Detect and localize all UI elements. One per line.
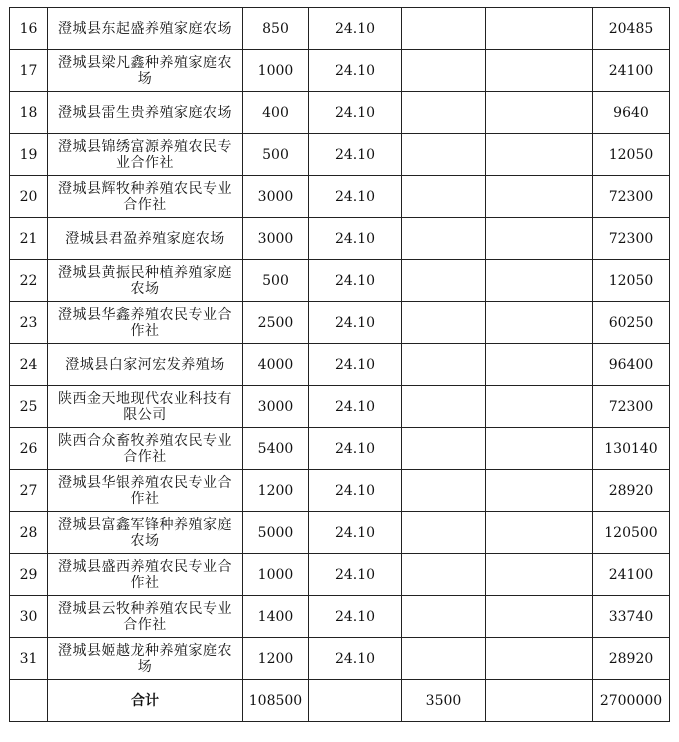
row-number-cell: 26: [10, 428, 48, 470]
amount-cell: 24100: [593, 50, 670, 92]
row-number-cell: 24: [10, 344, 48, 386]
column-5-cell: [402, 260, 486, 302]
column-5-cell: [402, 554, 486, 596]
quantity-cell: 1200: [243, 470, 309, 512]
row-number-cell: 22: [10, 260, 48, 302]
unit-price-cell: 24.10: [309, 386, 402, 428]
quantity-cell: 5400: [243, 428, 309, 470]
unit-price-cell: 24.10: [309, 554, 402, 596]
amount-cell: 60250: [593, 302, 670, 344]
table-row: [10, 470, 670, 512]
column-6-cell: [486, 638, 593, 680]
column-6-cell: [486, 428, 593, 470]
row-number-cell: 17: [10, 50, 48, 92]
row-number-cell: 21: [10, 218, 48, 260]
farm-name-cell: 澄城县君盈养殖家庭农场: [48, 218, 243, 260]
unit-price-cell: 24.10: [309, 470, 402, 512]
farm-name-cell: 陕西合众畜牧养殖农民专业合作社: [48, 428, 243, 470]
quantity-cell: 3000: [243, 386, 309, 428]
amount-cell: 20485: [593, 8, 670, 50]
row-number-cell: 31: [10, 638, 48, 680]
table-row: [10, 638, 670, 680]
subsidy-table: [9, 7, 670, 722]
column-6-cell: [486, 386, 593, 428]
amount-cell: 28920: [593, 638, 670, 680]
table-row: [10, 302, 670, 344]
farm-name-cell: 澄城县辉牧种养殖农民专业合作社: [48, 176, 243, 218]
column-5-cell: [402, 302, 486, 344]
unit-price-cell: 24.10: [309, 92, 402, 134]
farm-name-cell: 澄城县雷生贵养殖家庭农场: [48, 92, 243, 134]
column-6-cell: [486, 176, 593, 218]
farm-name-cell: 澄城县云牧种养殖农民专业合作社: [48, 596, 243, 638]
row-number-cell: 16: [10, 8, 48, 50]
table-row: [10, 554, 670, 596]
quantity-cell: 5000: [243, 512, 309, 554]
unit-price-cell: 24.10: [309, 260, 402, 302]
quantity-cell: 500: [243, 260, 309, 302]
row-number-cell: 25: [10, 386, 48, 428]
amount-cell: 72300: [593, 218, 670, 260]
column-5-cell: [402, 596, 486, 638]
amount-cell: 96400: [593, 344, 670, 386]
column-6-cell: [486, 302, 593, 344]
table-row: [10, 134, 670, 176]
amount-cell: 28920: [593, 470, 670, 512]
unit-price-cell: 24.10: [309, 428, 402, 470]
amount-cell: 120500: [593, 512, 670, 554]
farm-name-cell: 澄城县姬越龙种养殖家庭农场: [48, 638, 243, 680]
table-row: [10, 218, 670, 260]
amount-cell: 24100: [593, 554, 670, 596]
total-row: [10, 680, 670, 722]
column-5-cell: [402, 176, 486, 218]
column-5-cell: [402, 218, 486, 260]
total-qty: 108500: [243, 680, 309, 722]
table-row: [10, 512, 670, 554]
unit-price-cell: 24.10: [309, 8, 402, 50]
unit-price-cell: 24.10: [309, 218, 402, 260]
column-5-cell: [402, 344, 486, 386]
total-amount: 2700000: [593, 680, 670, 722]
quantity-cell: 2500: [243, 302, 309, 344]
unit-price-cell: 24.10: [309, 512, 402, 554]
total-price: [309, 680, 402, 722]
amount-cell: 130140: [593, 428, 670, 470]
column-6-cell: [486, 512, 593, 554]
table-row: [10, 596, 670, 638]
total-c5: 3500: [402, 680, 486, 722]
farm-name-cell: 澄城县华银养殖农民专业合作社: [48, 470, 243, 512]
column-5-cell: [402, 512, 486, 554]
row-number-cell: 18: [10, 92, 48, 134]
unit-price-cell: 24.10: [309, 638, 402, 680]
unit-price-cell: 24.10: [309, 134, 402, 176]
table-row: [10, 8, 670, 50]
farm-name-cell: 澄城县黄振民种植养殖家庭农场: [48, 260, 243, 302]
column-5-cell: [402, 386, 486, 428]
column-6-cell: [486, 596, 593, 638]
column-6-cell: [486, 50, 593, 92]
amount-cell: 12050: [593, 260, 670, 302]
table-row: [10, 50, 670, 92]
column-5-cell: [402, 8, 486, 50]
quantity-cell: 3000: [243, 218, 309, 260]
column-5-cell: [402, 134, 486, 176]
column-5-cell: [402, 92, 486, 134]
amount-cell: 9640: [593, 92, 670, 134]
quantity-cell: 1200: [243, 638, 309, 680]
table-row: [10, 386, 670, 428]
column-5-cell: [402, 428, 486, 470]
table-row: [10, 260, 670, 302]
amount-cell: 33740: [593, 596, 670, 638]
table-body: [10, 8, 670, 680]
row-number-cell: 29: [10, 554, 48, 596]
unit-price-cell: 24.10: [309, 596, 402, 638]
column-5-cell: [402, 470, 486, 512]
column-6-cell: [486, 134, 593, 176]
amount-cell: 12050: [593, 134, 670, 176]
table-row: [10, 428, 670, 470]
column-6-cell: [486, 8, 593, 50]
total-no-cell: [10, 680, 48, 722]
total-label: 合计: [48, 680, 243, 722]
quantity-cell: 400: [243, 92, 309, 134]
column-5-cell: [402, 638, 486, 680]
farm-name-cell: 澄城县富鑫军锋种养殖家庭农场: [48, 512, 243, 554]
column-6-cell: [486, 218, 593, 260]
column-6-cell: [486, 470, 593, 512]
farm-name-cell: 澄城县华鑫养殖农民专业合作社: [48, 302, 243, 344]
column-5-cell: [402, 50, 486, 92]
farm-name-cell: 澄城县锦绣富源养殖农民专业合作社: [48, 134, 243, 176]
row-number-cell: 27: [10, 470, 48, 512]
table-row: [10, 176, 670, 218]
quantity-cell: 1000: [243, 554, 309, 596]
column-6-cell: [486, 344, 593, 386]
farm-name-cell: 澄城县梁凡鑫种养殖家庭农场: [48, 50, 243, 92]
column-6-cell: [486, 92, 593, 134]
row-number-cell: 19: [10, 134, 48, 176]
column-6-cell: [486, 554, 593, 596]
farm-name-cell: 澄城县盛西养殖农民专业合作社: [48, 554, 243, 596]
row-number-cell: 23: [10, 302, 48, 344]
amount-cell: 72300: [593, 386, 670, 428]
table-row: [10, 92, 670, 134]
farm-name-cell: 澄城县东起盛养殖家庭农场: [48, 8, 243, 50]
farm-name-cell: 陕西金天地现代农业科技有限公司: [48, 386, 243, 428]
quantity-cell: 500: [243, 134, 309, 176]
unit-price-cell: 24.10: [309, 50, 402, 92]
total-c6: [486, 680, 593, 722]
quantity-cell: 3000: [243, 176, 309, 218]
unit-price-cell: 24.10: [309, 344, 402, 386]
amount-cell: 72300: [593, 176, 670, 218]
quantity-cell: 1000: [243, 50, 309, 92]
row-number-cell: 28: [10, 512, 48, 554]
quantity-cell: 1400: [243, 596, 309, 638]
table-row: [10, 344, 670, 386]
unit-price-cell: 24.10: [309, 302, 402, 344]
row-number-cell: 30: [10, 596, 48, 638]
unit-price-cell: 24.10: [309, 176, 402, 218]
quantity-cell: 850: [243, 8, 309, 50]
row-number-cell: 20: [10, 176, 48, 218]
farm-name-cell: 澄城县白家河宏发养殖场: [48, 344, 243, 386]
quantity-cell: 4000: [243, 344, 309, 386]
column-6-cell: [486, 260, 593, 302]
